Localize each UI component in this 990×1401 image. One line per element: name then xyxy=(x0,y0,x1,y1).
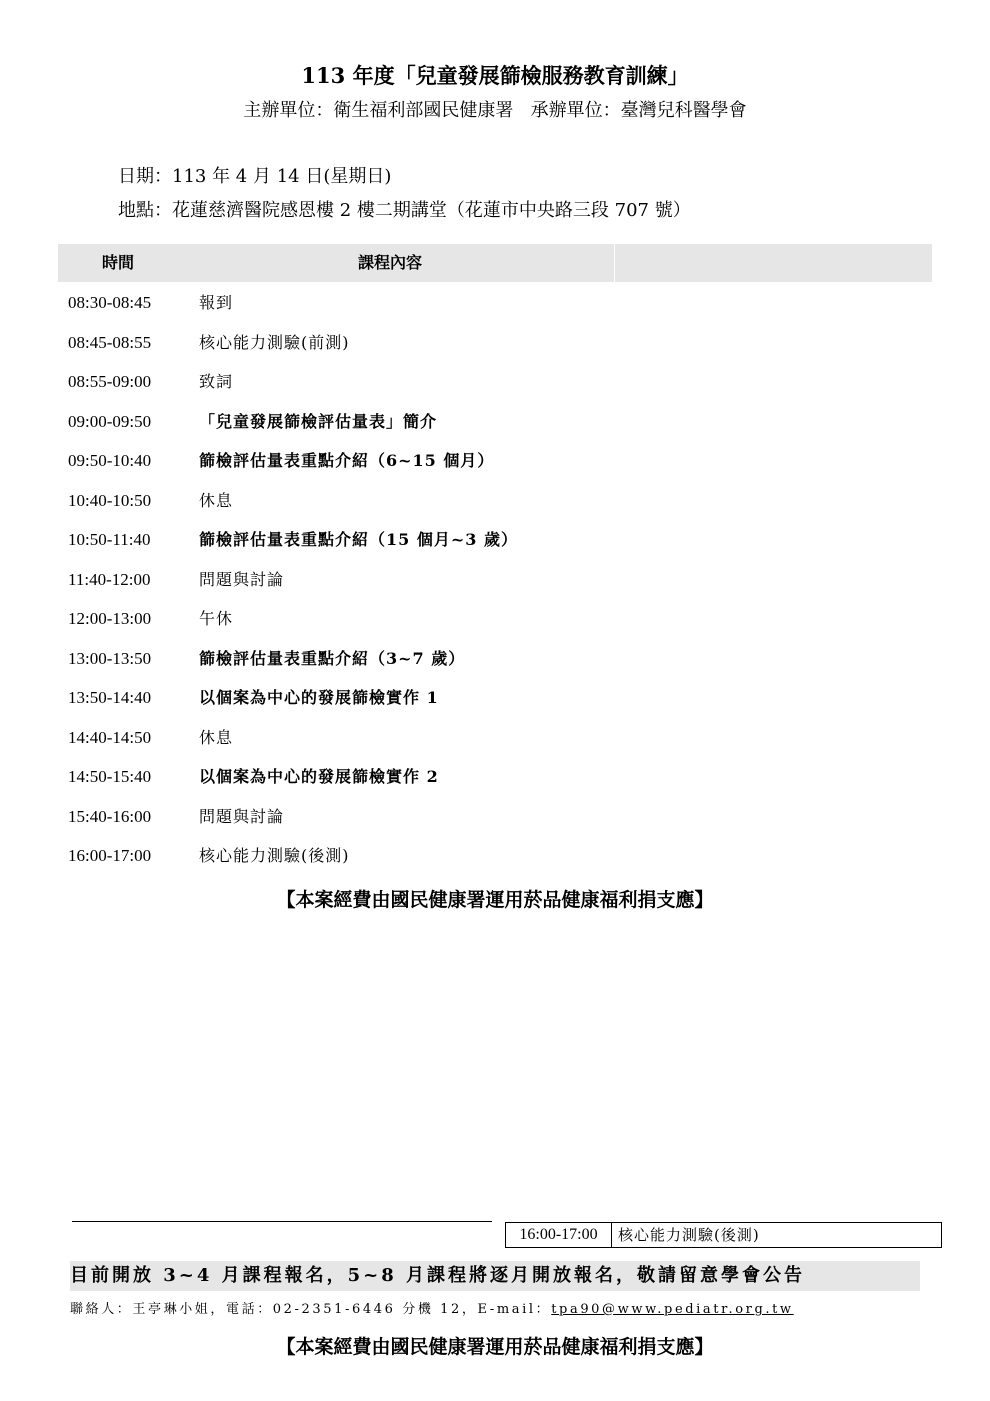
event-date: 日期：113 年 4 月 14 日(星期日) xyxy=(118,166,392,187)
organizers-line: 主辦單位：衛生福利部國民健康署 承辦單位：臺灣兒科醫學會 xyxy=(243,100,747,121)
row-content: 問題與討論 xyxy=(199,806,285,826)
row-content: 休息 xyxy=(199,727,234,747)
row-content: 篩檢評估量表重點介紹（6~15 個月） xyxy=(199,451,495,470)
schedule-row xyxy=(0,283,990,323)
row-time: 08:55-09:00 xyxy=(68,372,152,391)
row-time: 14:50-15:40 xyxy=(68,767,152,786)
divider-line xyxy=(72,1221,492,1222)
column-header-time: 時間 xyxy=(102,253,135,272)
row-time: 09:50-10:40 xyxy=(68,451,152,470)
row-content: 核心能力測驗(前測) xyxy=(199,332,350,352)
schedule-row xyxy=(0,718,990,758)
page-title: 113 年度「兒童發展篩檢服務教育訓練」 xyxy=(301,63,689,88)
schedule-row xyxy=(0,639,990,679)
row-content: 「兒童發展篩檢評估量表」簡介 xyxy=(199,411,438,431)
contact-email-link[interactable]: tpa90@www.pediatr.org.tw xyxy=(551,1302,794,1317)
row-content: 休息 xyxy=(199,490,234,510)
schedule-row xyxy=(0,402,990,442)
column-header-content: 課程內容 xyxy=(358,253,423,272)
row-content: 以個案為中心的發展篩檢實作 1 xyxy=(199,688,439,707)
row-content: 午休 xyxy=(199,609,234,628)
schedule-row xyxy=(0,560,990,600)
registration-notice: 目前開放 3~4 月課程報名，5~8 月課程將逐月開放報名，敬請留意學會公告 xyxy=(70,1261,920,1291)
row-time: 10:40-10:50 xyxy=(68,490,152,510)
funding-note: 【本案經費由國民健康署運用菸品健康福利捐支應】 xyxy=(276,889,714,911)
schedule-row xyxy=(0,757,990,797)
schedule-header xyxy=(58,244,932,282)
row-time: 11:40-12:00 xyxy=(68,569,151,589)
event-place: 地點：花蓮慈濟醫院感恩樓 2 樓二期講堂（花蓮市中央路三段 707 號） xyxy=(118,200,691,221)
row-content: 以個案為中心的發展篩檢實作 2 xyxy=(199,767,439,786)
schedule-row xyxy=(0,599,990,639)
schedule-row xyxy=(0,441,990,481)
row-time: 16:00-17:00 xyxy=(68,846,152,865)
footer-schedule-row xyxy=(505,1222,942,1248)
schedule-row xyxy=(0,362,990,402)
row-time: 08:45-08:55 xyxy=(68,332,152,352)
row-time: 12:00-13:00 xyxy=(68,609,152,628)
schedule-row xyxy=(0,520,990,560)
row-time: 13:50-14:40 xyxy=(68,688,152,707)
contact-info xyxy=(70,1299,920,1321)
schedule-row xyxy=(0,678,990,718)
row-content: 篩檢評估量表重點介紹（15 個月~3 歲） xyxy=(199,530,518,549)
schedule-row xyxy=(0,323,990,363)
schedule-rows xyxy=(0,283,990,876)
footer-funding-note: 【本案經費由國民健康署運用菸品健康福利捐支應】 xyxy=(276,1336,714,1358)
row-content: 問題與討論 xyxy=(199,569,285,589)
schedule-row xyxy=(0,797,990,837)
row-time: 09:00-09:50 xyxy=(68,411,152,431)
row-time: 10:50-11:40 xyxy=(68,530,151,549)
contact-text: 聯絡人：王亭琳小姐，電話：02-2351-6446 分機 12，E-mail： xyxy=(70,1302,552,1317)
schedule-row xyxy=(0,836,990,876)
footer-row-time: 16:00-17:00 xyxy=(506,1223,612,1247)
row-time: 14:40-14:50 xyxy=(68,727,152,747)
row-content: 報到 xyxy=(199,293,234,312)
schedule-row xyxy=(0,481,990,521)
row-content: 致詞 xyxy=(199,372,234,391)
row-time: 15:40-16:00 xyxy=(68,806,152,826)
row-time: 13:00-13:50 xyxy=(68,648,152,668)
row-time: 08:30-08:45 xyxy=(68,293,152,312)
row-content: 核心能力測驗(後測) xyxy=(199,846,350,865)
row-content: 篩檢評估量表重點介紹（3~7 歲） xyxy=(199,648,466,668)
footer-row-content: 核心能力測驗(後測) xyxy=(618,1226,760,1244)
header-divider xyxy=(614,244,615,282)
